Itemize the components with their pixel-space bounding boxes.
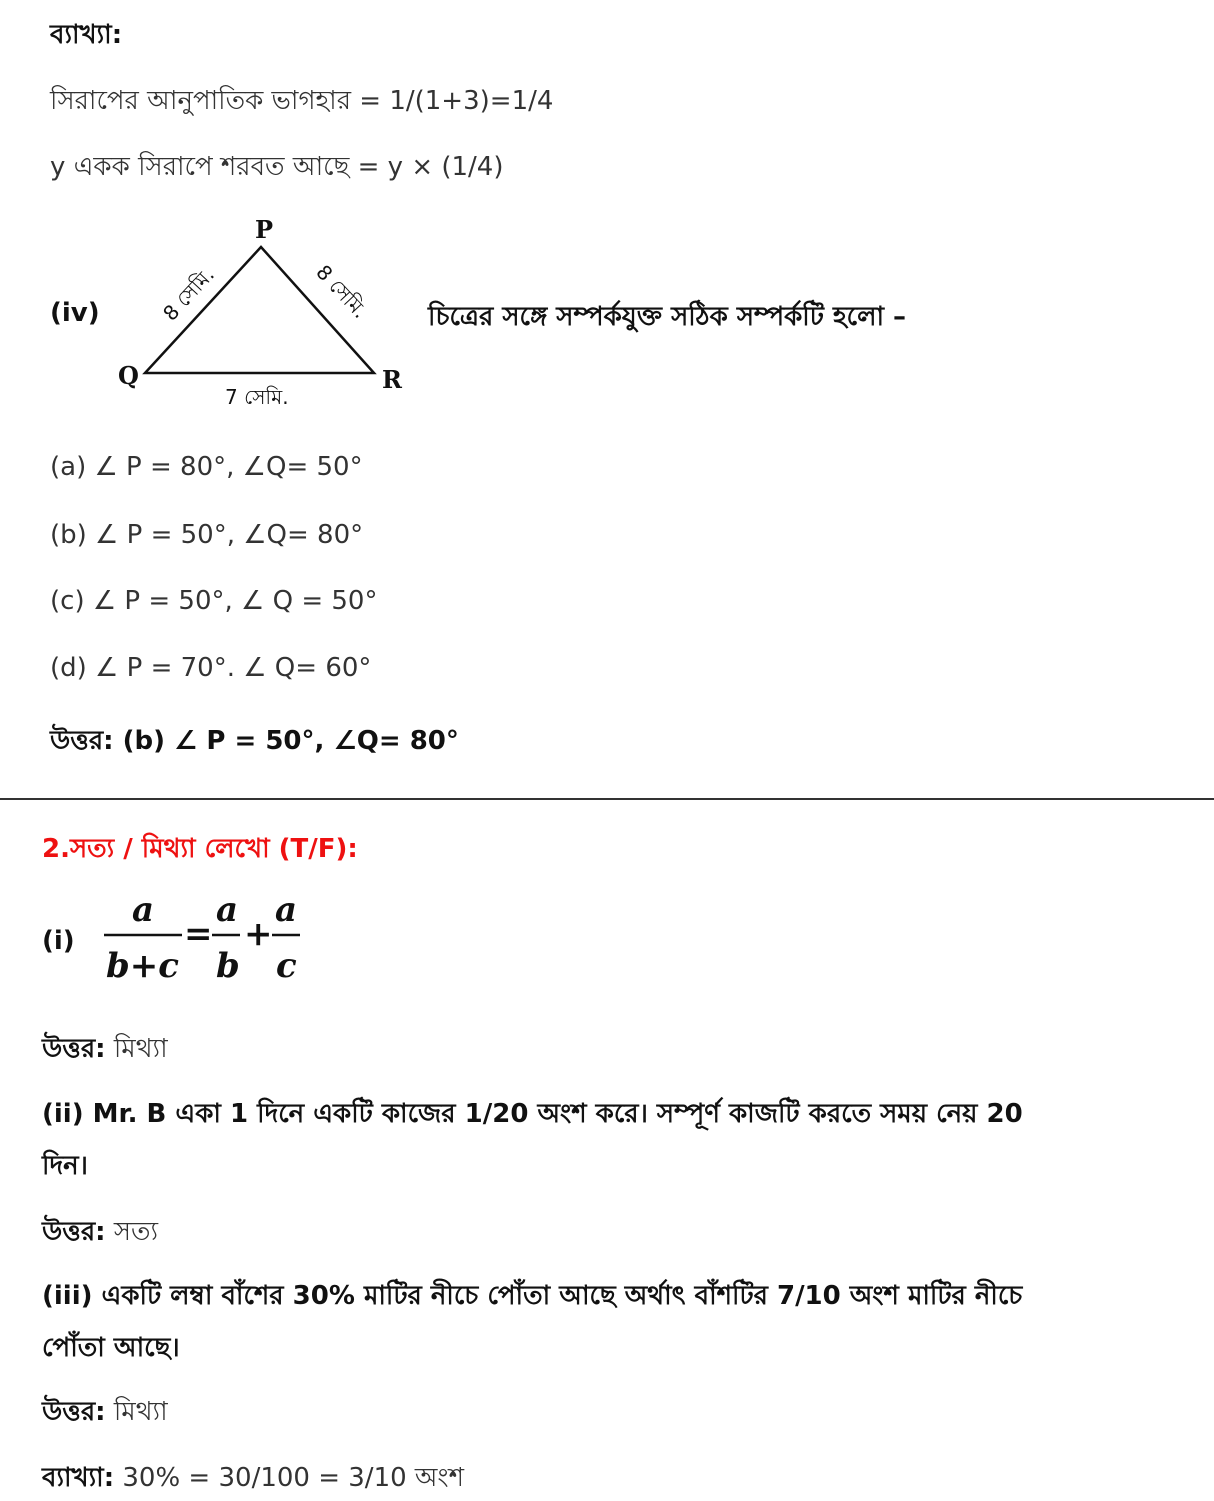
option-b: (b) ∠ P = 50°, ∠Q= 80° — [50, 520, 364, 550]
option-a: (a) ∠ P = 80°, ∠Q= 50° — [50, 452, 363, 482]
explanation-iii — [42, 1457, 464, 1501]
question-number: (iv) — [50, 298, 100, 328]
formula-den-2: b — [216, 946, 240, 986]
answer-label: উত্তর: — [42, 1397, 106, 1427]
item-ii-question-line-1: (ii) Mr. B একা 1 দিনে একটি কাজের 1/20 অংশ করে। সম্পূর্ণ কাজটি করতে সময় নেয় 20 — [42, 1099, 1023, 1129]
item-iii-question-line-1: (iii) একটি লম্বা বাঁশের 30% মাটির নীচে পোঁতা আছে অর্থাৎ বাঁশটির 7/10 অংশ মাটির নীচে — [42, 1281, 1023, 1311]
section-heading: 2.সত্য / মিথ্যা লেখো (T/F): — [42, 834, 358, 864]
vertex-r-label: R — [382, 365, 402, 394]
explanation-heading: ব্যাখ্যা: — [50, 20, 123, 50]
answer-value: মিথ্যা — [113, 1034, 168, 1064]
item-ii-question-line-2: দিন। — [42, 1151, 88, 1181]
answer-value: সত্য — [113, 1217, 159, 1247]
formula-den-1: b+c — [106, 946, 179, 986]
answer-label: উত্তর: — [42, 1217, 106, 1247]
answer-value: মিথ্যা — [113, 1397, 168, 1427]
answer-iii — [42, 1391, 168, 1435]
option-d: (d) ∠ P = 70°. ∠ Q= 60° — [50, 653, 372, 683]
formula-equals: = — [184, 914, 213, 954]
answer-i — [42, 1028, 168, 1072]
explanation-value: 30% = 30/100 = 3/10 অংশ — [122, 1463, 465, 1493]
formula-num-2: a — [216, 890, 239, 930]
answer-iv: উত্তর: (b) ∠ P = 50°, ∠Q= 80° — [50, 726, 459, 756]
formula — [100, 885, 310, 995]
formula-plus: + — [244, 914, 273, 954]
formula-den-3: c — [276, 946, 297, 986]
formula-num-3: a — [275, 890, 298, 930]
explanation-label: ব্যাখ্যা: — [42, 1463, 115, 1493]
item-i-number: (i) — [42, 926, 75, 956]
side-pq-label: 8 সেমি. — [158, 262, 220, 326]
vertex-q-label: Q — [118, 361, 139, 390]
question-text: চিত্রের সঙ্গে সম্পর্কযুক্ত সঠিক সম্পর্কটি হলো – — [428, 302, 907, 332]
vertex-p-label: P — [255, 215, 274, 244]
side-qr-label: 7 সেমি. — [225, 385, 289, 409]
section-divider — [0, 798, 1214, 800]
explanation-line-1: সিরাপের আনুপাতিক ভাগহার = 1/(1+3)=1/4 — [50, 86, 554, 116]
answer-label: উত্তর: — [42, 1034, 106, 1064]
side-pr-label: 8 সেমি. — [311, 260, 373, 323]
answer-ii — [42, 1211, 158, 1255]
explanation-line-2: y একক সিরাপে শরবত আছে = y × (1/4) — [50, 152, 504, 182]
formula-num-1: a — [132, 890, 155, 930]
triangle-diagram — [110, 210, 420, 420]
option-c: (c) ∠ P = 50°, ∠ Q = 50° — [50, 586, 378, 616]
item-iii-question-line-2: পোঁতা আছে। — [42, 1333, 180, 1363]
